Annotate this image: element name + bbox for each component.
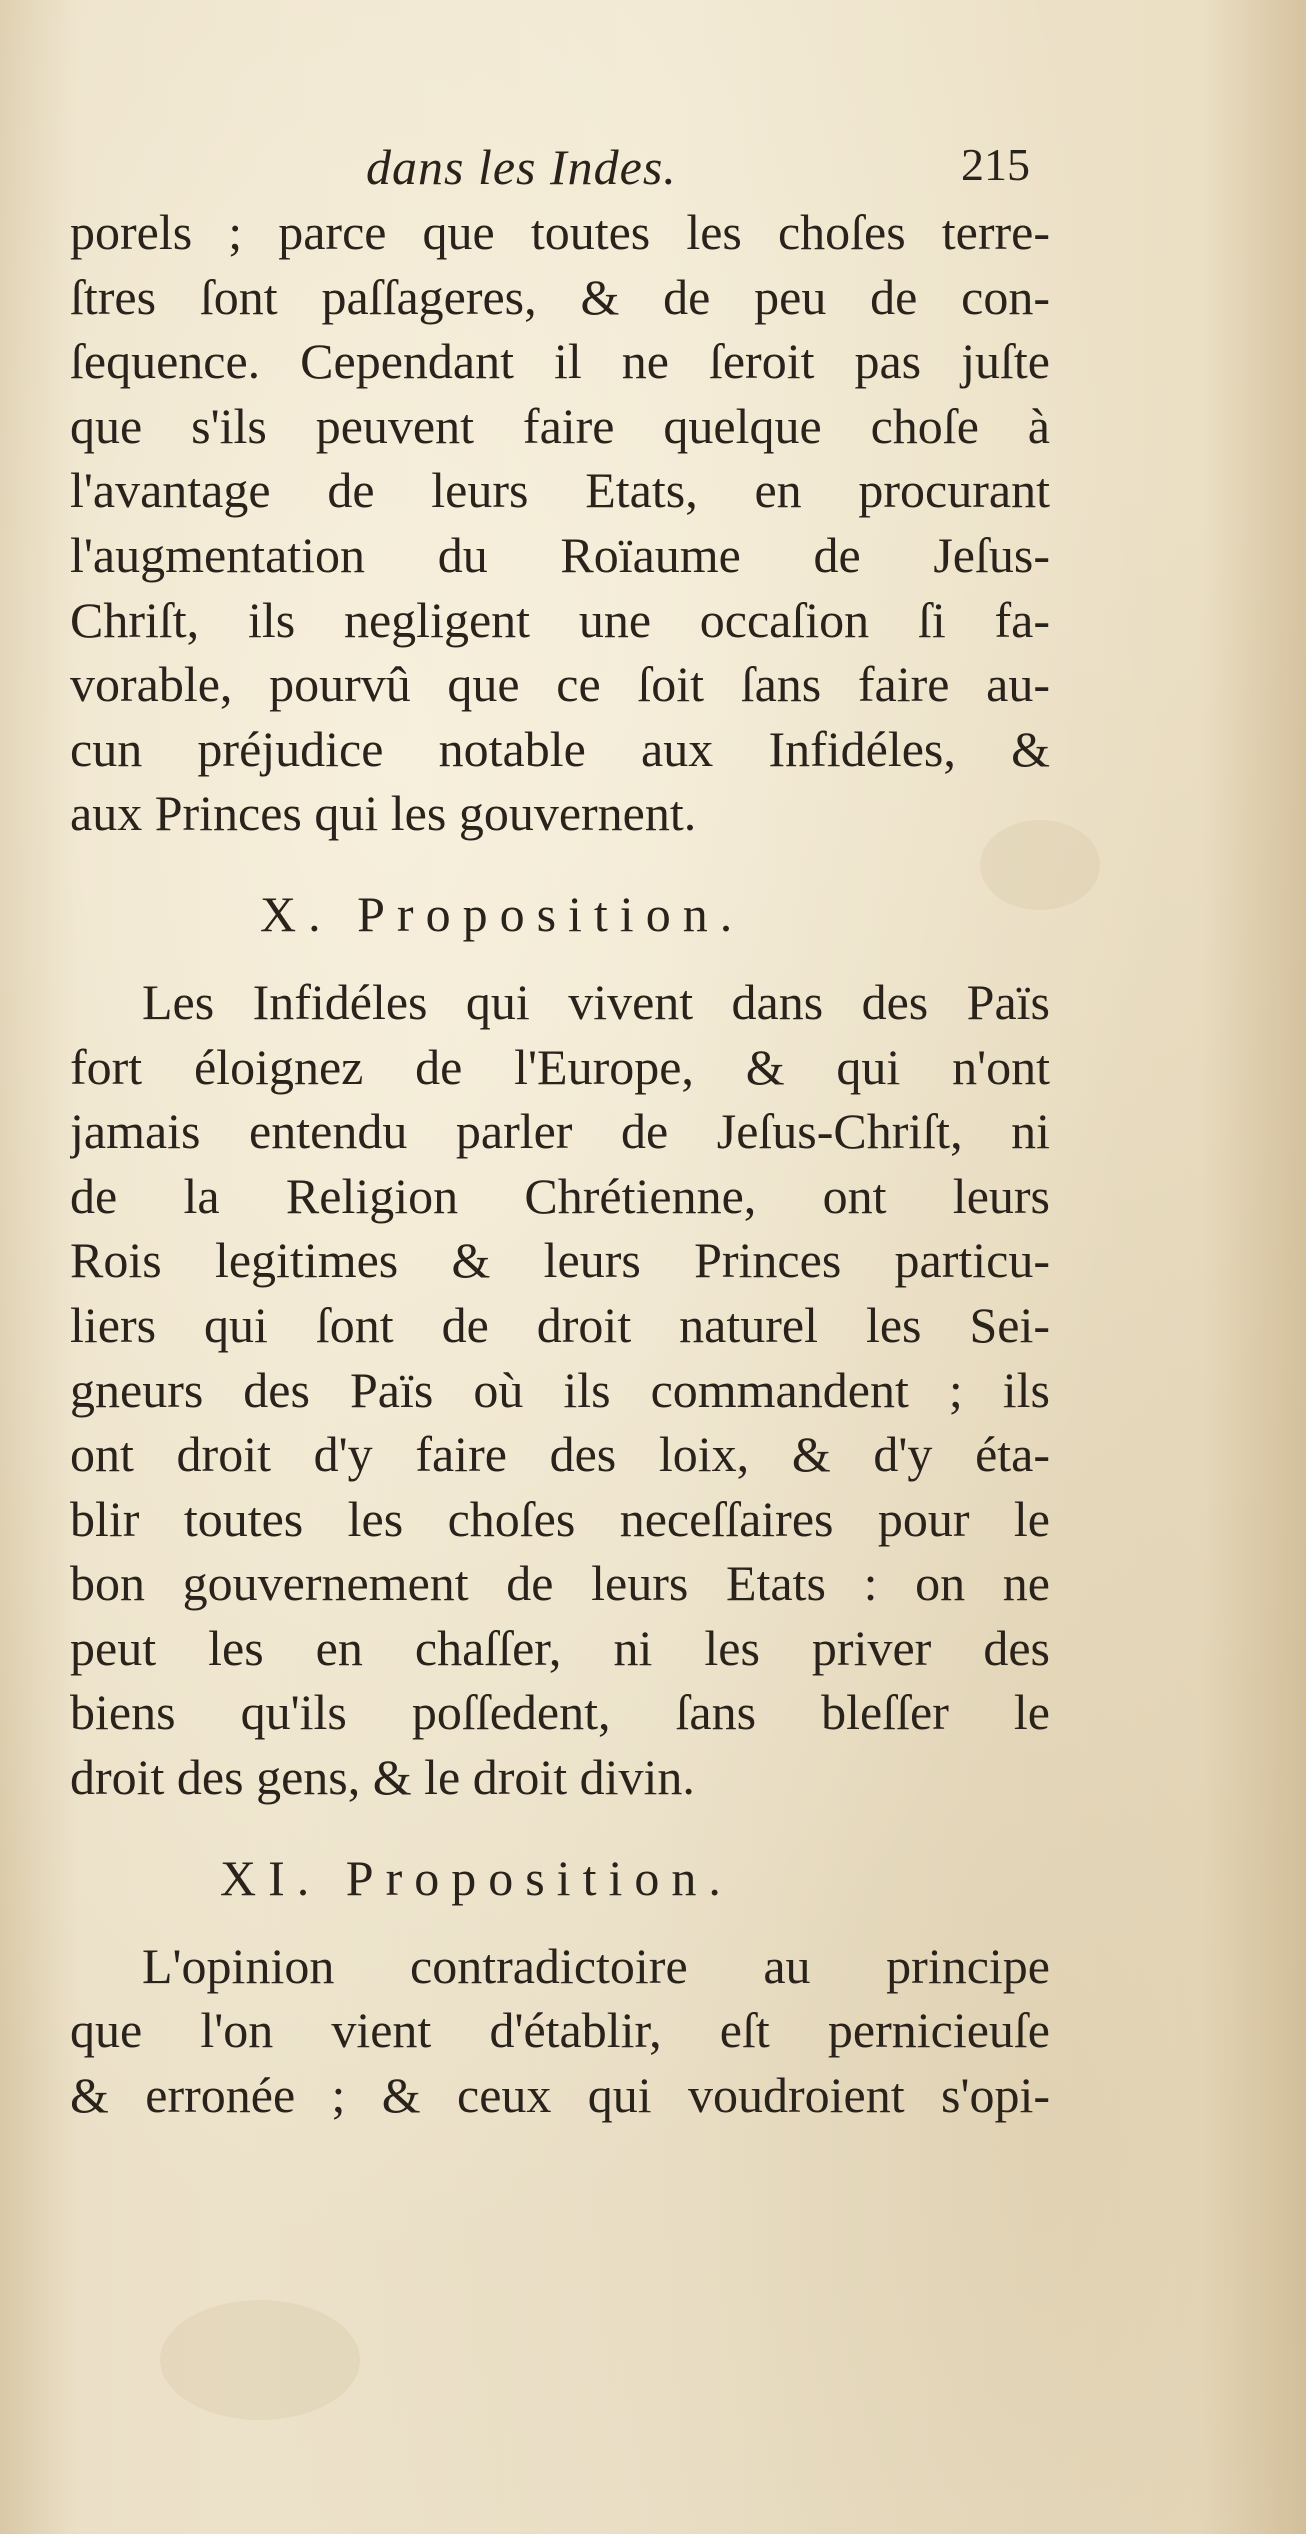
- text-line: vorable, pourvû que ce ſoit ſans faire au-: [70, 656, 1050, 713]
- text-line: fort éloignez de l'Europe, & qui n'ont: [70, 1038, 1050, 1095]
- text-line: ont droit d'y faire des loix, & d'y éta-: [70, 1426, 1050, 1483]
- text-block: [70, 200, 1050, 2127]
- text-line: l'avantage de leurs Etats, en procurant: [70, 462, 1050, 519]
- text-line: gneurs des Païs où ils commandent ; ils: [70, 1361, 1050, 1418]
- page-number: 215: [961, 139, 1030, 190]
- running-title: dans les Indes.: [366, 139, 677, 195]
- paragraph: [70, 200, 1050, 846]
- text-line: Chriſt, ils negligent une occaſion ſi fa-: [70, 591, 1050, 648]
- text-line: jamais entendu parler de Jeſus-Chriſt, ni: [70, 1103, 1050, 1160]
- section-heading: XI. Proposition.: [220, 1849, 733, 1906]
- paragraph: [70, 1934, 1050, 2128]
- text-line: Les Infidéles qui vivent dans des Païs: [142, 973, 1050, 1030]
- text-line: Rois legitimes & leurs Princes particu-: [70, 1232, 1050, 1289]
- running-head: [70, 138, 1030, 208]
- text-line: ſtres ſont paſſageres, & de peu de con-: [70, 268, 1050, 325]
- text-line: peut les en chaſſer, ni les priver des: [70, 1619, 1050, 1676]
- text-line: cun préjudice notable aux Infidéles, &: [70, 720, 1050, 777]
- paragraph: [70, 970, 1050, 1810]
- text-line: & erronée ; & ceux qui voudroient s'opi-: [70, 2066, 1050, 2123]
- paper-stain: [160, 2300, 360, 2420]
- text-line: que s'ils peuvent faire quelque choſe à: [70, 397, 1050, 454]
- text-line: l'augmentation du Roïaume de Jeſus-: [70, 526, 1050, 583]
- text-line: ſequence. Cependant il ne ſeroit pas juſte: [70, 333, 1050, 390]
- text-line: bon gouvernement de leurs Etats : on ne: [70, 1555, 1050, 1612]
- text-line: porels ; parce que toutes les choſes terre-: [70, 204, 1050, 260]
- text-line: que l'on vient d'établir, eſt pernicieuſe: [70, 2002, 1050, 2059]
- text-line: L'opinion contradictoire au principe: [142, 1937, 1050, 1994]
- text-line: aux Princes qui les gouvernent.: [70, 785, 697, 842]
- text-line: biens qu'ils poſſedent, ſans bleſſer le: [70, 1684, 1050, 1741]
- text-line: droit des gens, & le droit divin.: [70, 1749, 695, 1806]
- text-line: de la Religion Chrétienne, ont leurs: [70, 1167, 1050, 1224]
- text-line: liers qui ſont de droit naturel les Sei-: [70, 1296, 1050, 1353]
- text-line: blir toutes les choſes neceſſaires pour le: [70, 1490, 1050, 1547]
- section-heading: X. Proposition.: [260, 885, 745, 942]
